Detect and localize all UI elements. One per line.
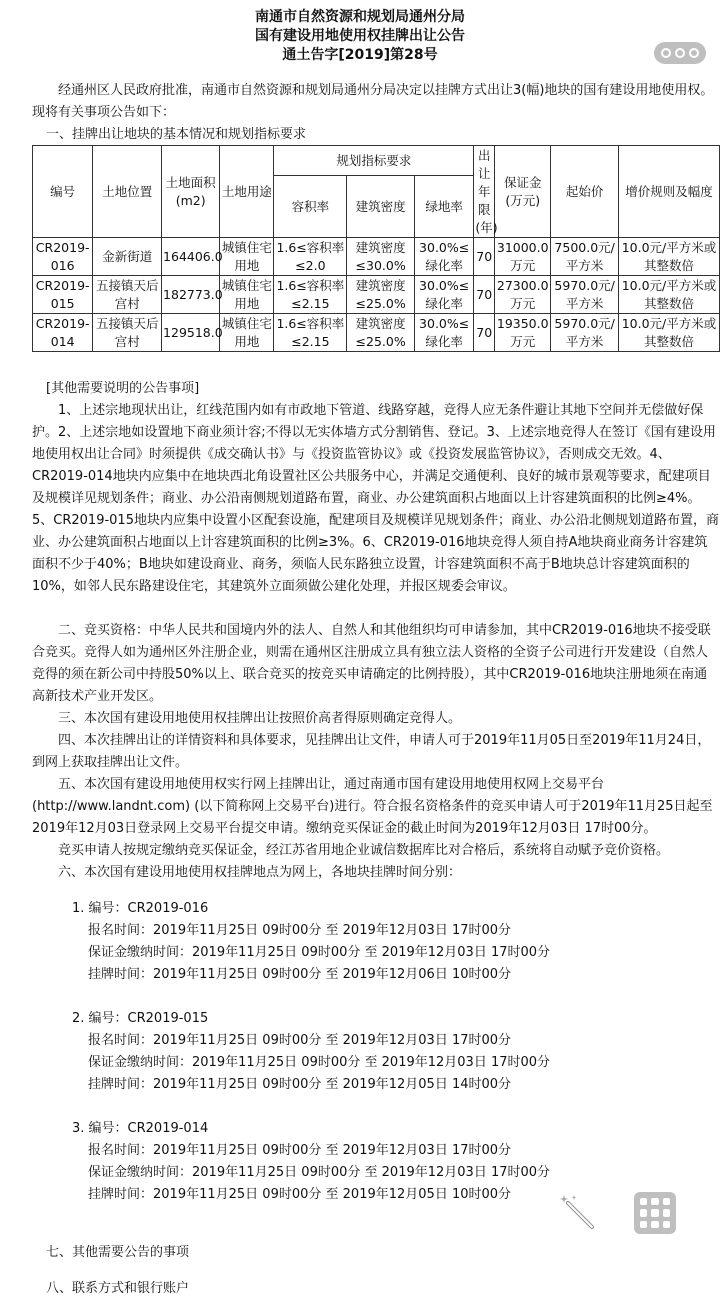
schedule-title: 1. 编号：CR2019-016 xyxy=(72,901,209,916)
intro-section xyxy=(32,80,720,146)
cell-start-price: 5970.0元/平方米 xyxy=(551,276,619,314)
more-dot-icon xyxy=(689,48,699,58)
other-notes-body: 1、上述宗地现状出让，红线范围内如有市政地下管道、线路穿越，竞得人应无条件避让其地下空间并无偿做好保护。2、上述宗地如设置地下商业须计容;不得以无实体墙方式分割销售、登记。3、上述宗地竞得人在签订《国有建设用地使用权出让合同》时须提供《成交确认书》与《投资监管协议》或《投资发展监管协议》，否则成交无效。4、CR2019-014地块内应集中在地块西北角设置社区公共服务中心，并满足交通便利、良好的城市景观等要求，配建项目及规模详见规划条件；商业、办公沿南侧规划道路布置，商业、办公建筑面积占地面以上计容建筑面积的比例≥4%。5、CR2019-015地块内应集中设置小区配套设施，配建项目及规模详见规划条件；商业、办公沿北侧规划道路布置，商业、办公建筑面积占地面以上计容建筑面积的比例≥3%。6、CR2019-016地块竞得人须自持A地块商业商务计容建筑面积不少于40%；B地块如建设商业、商务，须临人民东路独立设置，计容建筑面积不高于B地块总计容建筑面积的10%，如邻人民东路建设住宅，其建筑外立面须做公建化处理，并报区规委会审议。 xyxy=(32,403,719,594)
header-location: 土地位置 xyxy=(93,146,162,238)
cell-increment: 10.0元/平方米或其整数倍 xyxy=(618,314,719,352)
section-3-paragraph: 三、本次国有建设用地使用权挂牌出让按照价高者得原则确定竞得人。 xyxy=(58,711,462,726)
cell-start-price: 5970.0元/平方米 xyxy=(551,314,619,352)
cell-increment: 10.0元/平方米或其整数倍 xyxy=(618,276,719,314)
cell-green: 30.0%≤绿化率 xyxy=(414,276,473,314)
cell-density: 建筑密度≤30.0% xyxy=(347,238,415,276)
notes-section xyxy=(32,378,720,1300)
cell-deposit: 31000.0万元 xyxy=(495,238,551,276)
spacer xyxy=(32,598,720,620)
header-far: 容积率 xyxy=(274,176,347,238)
other-notes-title: [其他需要说明的公告事项] xyxy=(46,381,200,396)
cell-location: 金新街道 xyxy=(93,238,162,276)
cell-years: 70 xyxy=(474,276,495,314)
cell-use: 城镇住宅用地 xyxy=(220,238,274,276)
intro-paragraph: 经通州区人民政府批准，南通市自然资源和规划局通州分局决定以挂牌方式出让3(幅)地块的国有建设用地使用权。现将有关事项公告如下： xyxy=(32,83,714,120)
cell-area: 164406.0 xyxy=(162,238,220,276)
cell-area: 182773.0 xyxy=(162,276,220,314)
section-7-heading: 七、其他需要公告的事项 xyxy=(46,1245,190,1260)
header-start-price: 起始价 xyxy=(551,146,619,238)
document-number: 通土告字[2019]第28号 xyxy=(282,47,438,63)
table-row xyxy=(33,276,720,314)
section-5-paragraph: 五、本次国有建设用地使用权实行网上挂牌出让，通过南通市国有建设用地使用权网上交易平台(http://www.landnt.com) (以下简称网上交易平台)进行。符合报名资格条件的竞买申请人可于2019年11月25日起至2019年12月03日登录网上交易平台提交申请。缴纳竞买保证金的截止时间为2019年12月03日 17时00分。 xyxy=(32,777,713,836)
table-row xyxy=(33,314,720,352)
schedule-block xyxy=(72,1118,720,1206)
table-row xyxy=(33,238,720,276)
plots-table xyxy=(32,145,720,352)
deposit-time: 保证金缴纳时间：2019年11月25日 09时00分 至 2019年12月03日 17时00分 xyxy=(88,1055,551,1070)
magic-wand-button[interactable] xyxy=(558,1193,598,1233)
section-5b-paragraph: 竞买申请人按规定缴纳竞买保证金，经江苏省用地企业诚信数据库比对合格后，系统将自动赋予竞价资格。 xyxy=(58,843,670,858)
header-increment: 增价规则及幅度 xyxy=(618,146,719,238)
cell-use: 城镇住宅用地 xyxy=(220,314,274,352)
header-density: 建筑密度 xyxy=(347,176,415,238)
cell-years: 70 xyxy=(474,314,495,352)
cell-deposit: 19350.0万元 xyxy=(495,314,551,352)
header-area: 土地面积(m2) xyxy=(162,146,220,238)
cell-far: 1.6≤容积率≤2.15 xyxy=(274,276,347,314)
apps-grid-button[interactable] xyxy=(634,1192,676,1234)
cell-no: CR2019-014 xyxy=(33,314,93,352)
schedule-title: 3. 编号：CR2019-014 xyxy=(72,1121,209,1136)
schedule-block xyxy=(72,898,720,986)
section-2-paragraph: 二、竞买资格：中华人民共和国境内外的法人、自然人和其他组织均可申请参加，其中CR2019-016地块不接受联合竞买。竞得人如为通州区外注册企业，则需在通州区注册成立具有独立法人资格的全资子公司进行开发建设（自然人竞得的须在新公司中持股50%以上、联合竞买的按竞买申请确定的比例持股），其中CR2019-016地块注册地须在南通高新技术产业开发区。 xyxy=(32,623,711,704)
cell-increment: 10.0元/平方米或其整数倍 xyxy=(618,238,719,276)
cell-density: 建筑密度≤25.0% xyxy=(347,314,415,352)
cell-no: CR2019-016 xyxy=(33,238,93,276)
listing-time: 挂牌时间：2019年11月25日 09时00分 至 2019年12月06日 10时00分 xyxy=(88,967,512,982)
schedule-title: 2. 编号：CR2019-015 xyxy=(72,1011,209,1026)
magic-wand-icon xyxy=(558,1193,598,1233)
cell-green: 30.0%≤绿化率 xyxy=(414,314,473,352)
more-options-button[interactable] xyxy=(654,42,706,64)
header-years: 出让年限(年) xyxy=(474,146,495,238)
header-use: 土地用途 xyxy=(220,146,274,238)
listing-time: 挂牌时间：2019年11月25日 09时00分 至 2019年12月05日 10时00分 xyxy=(88,1187,512,1202)
document-header xyxy=(0,8,720,65)
cell-green: 30.0%≤绿化率 xyxy=(414,238,473,276)
listing-time: 挂牌时间：2019年11月25日 09时00分 至 2019年12月05日 14时00分 xyxy=(88,1077,512,1092)
header-deposit: 保证金(万元) xyxy=(495,146,551,238)
header-plan: 规划指标要求 xyxy=(274,146,474,176)
schedule-block xyxy=(72,1008,720,1096)
section-4-paragraph: 四、本次挂牌出让的详情资料和具体要求，见挂牌出让文件，申请人可于2019年11月05日至2019年11月24日，到网上获取挂牌出让文件。 xyxy=(32,733,711,770)
header-no: 编号 xyxy=(33,146,93,238)
section-1-heading: 一、挂牌出让地块的基本情况和规划指标要求 xyxy=(46,127,307,142)
cell-deposit: 27300.0万元 xyxy=(495,276,551,314)
cell-location: 五接镇天后宫村 xyxy=(93,314,162,352)
more-dot-icon xyxy=(675,48,685,58)
cell-no: CR2019-015 xyxy=(33,276,93,314)
section-6-paragraph: 六、本次国有建设用地使用权挂牌地点为网上，各地块挂牌时间分别： xyxy=(58,865,462,880)
more-dot-icon xyxy=(661,48,671,58)
issuer-title: 南通市自然资源和规划局通州分局 xyxy=(255,9,465,25)
cell-far: 1.6≤容积率≤2.15 xyxy=(274,314,347,352)
cell-years: 70 xyxy=(474,238,495,276)
cell-use: 城镇住宅用地 xyxy=(220,276,274,314)
deposit-time: 保证金缴纳时间：2019年11月25日 09时00分 至 2019年12月03日 17时00分 xyxy=(88,945,551,960)
registration-time: 报名时间：2019年11月25日 09时00分 至 2019年12月03日 17时00分 xyxy=(88,923,512,938)
registration-time: 报名时间：2019年11月25日 09时00分 至 2019年12月03日 17时00分 xyxy=(88,1143,512,1158)
header-green: 绿地率 xyxy=(414,176,473,238)
cell-area: 129518.0 xyxy=(162,314,220,352)
cell-start-price: 7500.0元/平方米 xyxy=(551,238,619,276)
deposit-time: 保证金缴纳时间：2019年11月25日 09时00分 至 2019年12月03日 17时00分 xyxy=(88,1165,551,1180)
cell-density: 建筑密度≤25.0% xyxy=(347,276,415,314)
notice-title: 国有建设用地使用权挂牌出让公告 xyxy=(255,28,465,44)
cell-far: 1.6≤容积率≤2.0 xyxy=(274,238,347,276)
section-8-heading: 八、联系方式和银行账户 xyxy=(46,1281,190,1296)
cell-location: 五接镇天后宫村 xyxy=(93,276,162,314)
registration-time: 报名时间：2019年11月25日 09时00分 至 2019年12月03日 17时00分 xyxy=(88,1033,512,1048)
